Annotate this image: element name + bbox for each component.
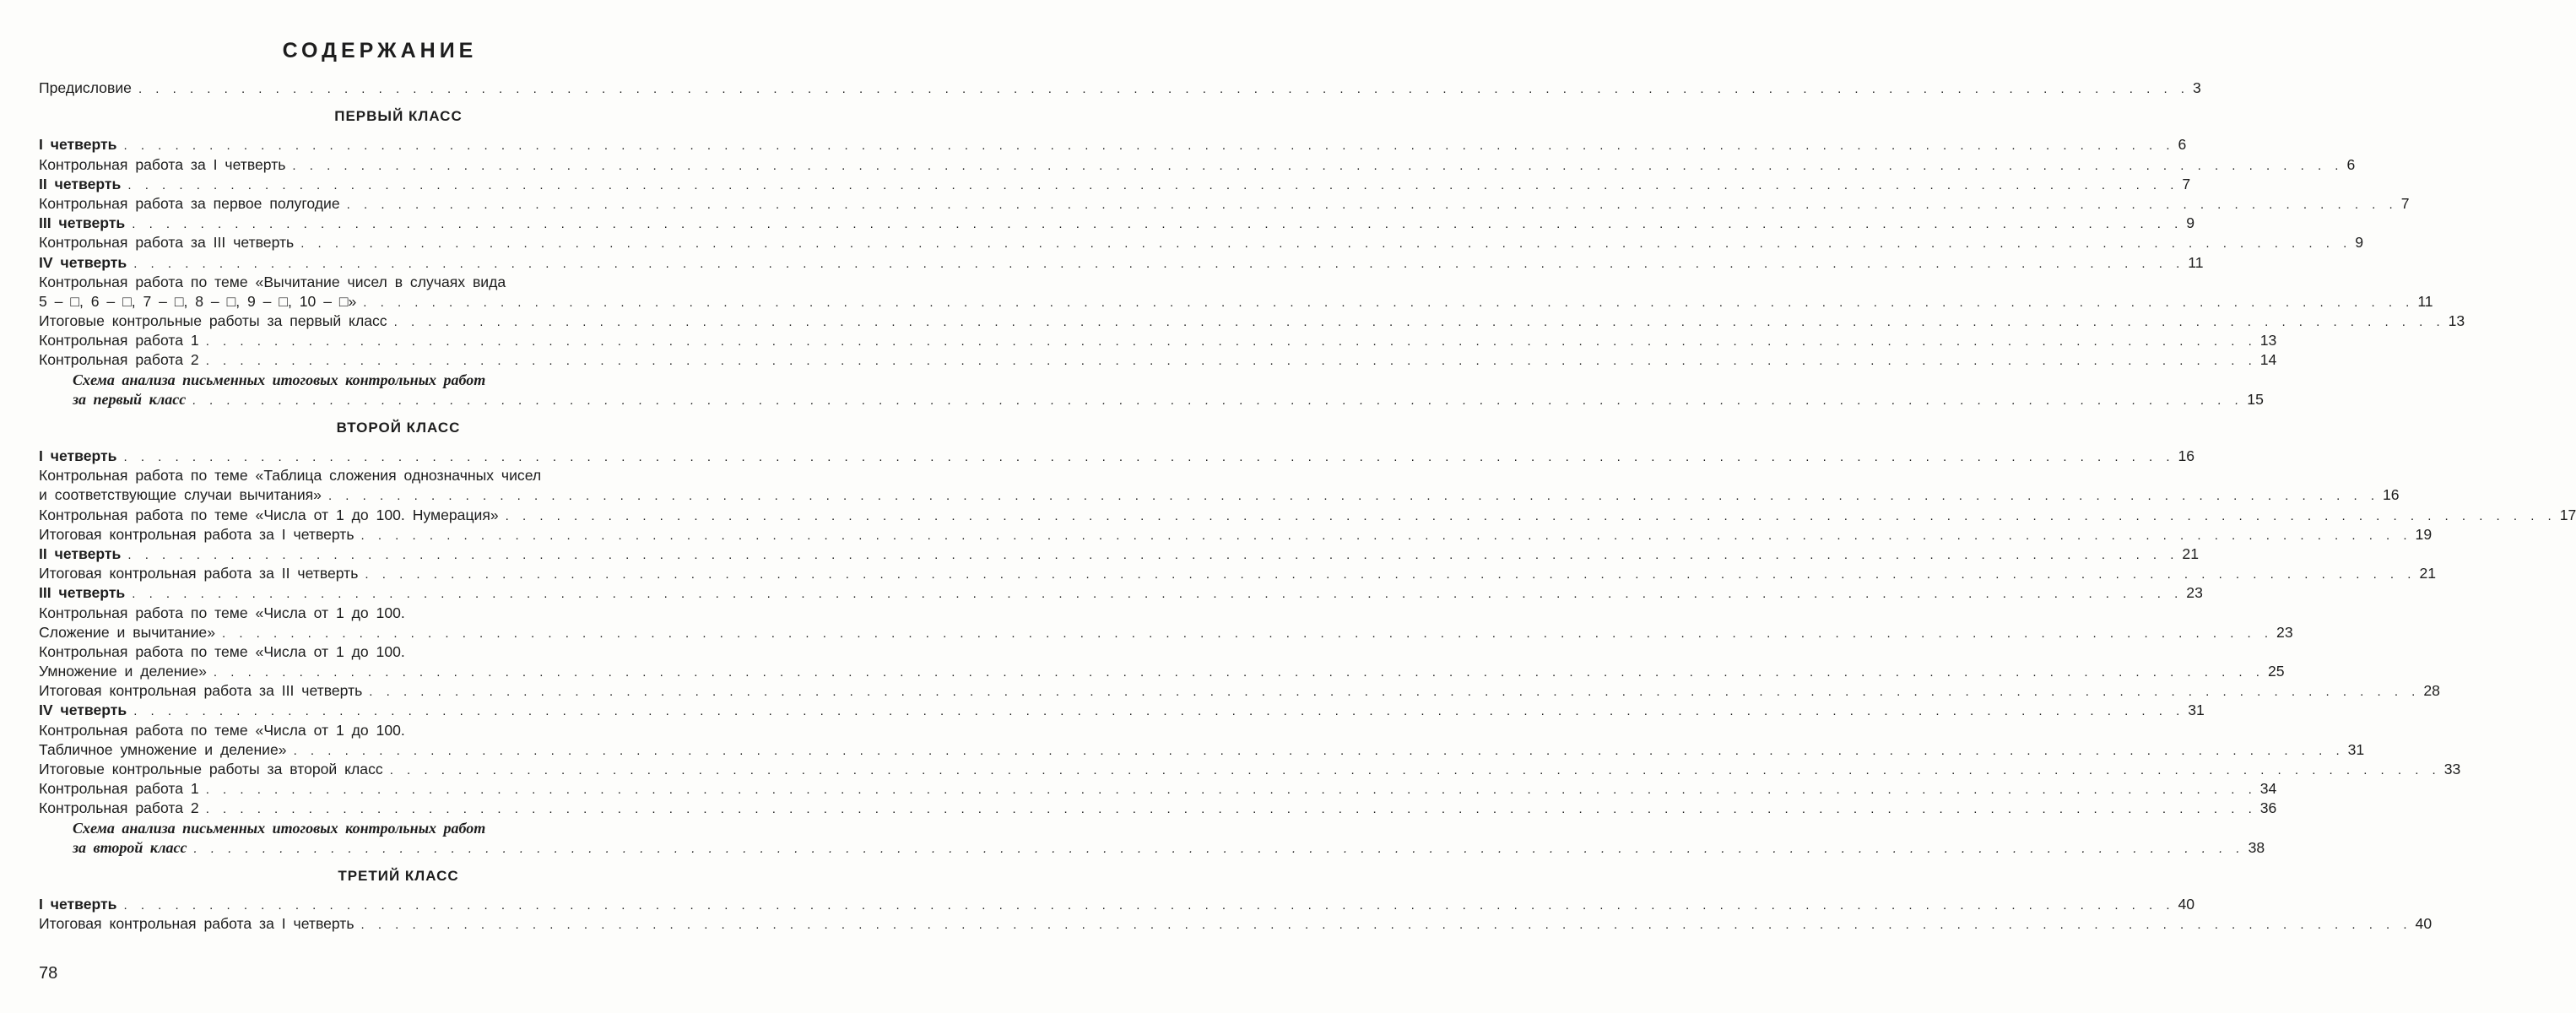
- toc-entry-title: Контрольная работа за I четверть: [39, 155, 286, 173]
- section-heading: ВТОРОЙ КЛАСС: [336, 419, 461, 436]
- toc-entry-title: IV четверть: [39, 702, 127, 719]
- toc-entry-page: 36: [2259, 799, 2277, 817]
- toc-entry-page: 19: [2415, 525, 2433, 543]
- toc-entry: [39, 662, 2285, 681]
- toc-entry: [39, 194, 2410, 214]
- toc-entry-page: 23: [2186, 584, 2203, 602]
- toc-entry-title: Контрольная работа по теме «Числа от 1 до 100.: [39, 721, 405, 739]
- toc-entry: [39, 505, 2576, 524]
- toc-entry-line: [39, 818, 724, 837]
- toc-entry-title: Итоговые контрольные работы за первый класс: [39, 312, 387, 330]
- toc-entry-page: 7: [2400, 194, 2410, 212]
- toc-entry-title: за второй класс: [73, 838, 187, 856]
- toc-entry-title: III четверть: [39, 584, 126, 602]
- toc-entry-page: 9: [2355, 234, 2364, 252]
- dot-leader: . . . . . . . . . . . . . . . . . . . . . . . . . . . . . . . . . . . . . . . . . . . . . . . . . . . . . . . . . . . . . . . . . . . . . . . . . . . . . . . . . . . . . . . . . . . . . . . . . . . . . . . . . . . . . . . . . . . . . . . .: [127, 177, 2178, 192]
- toc-entry: [39, 838, 2265, 858]
- toc-entry: [39, 760, 2461, 779]
- dot-leader: . . . . . . . . . . . . . . . . . . . . . . . . . . . . . . . . . . . . . . . . . . . . . . . . . . . . . . . . . . . . . . . . . . . . . . . . . . . . . . . . . . . . . . . . . . . . . . . . . . . . . . . . . . . . . . . . . . . . . . . .: [346, 197, 2396, 212]
- toc-entry-title: I четверть: [39, 895, 117, 913]
- toc-entry: [39, 311, 2465, 331]
- dot-leader: . . . . . . . . . . . . . . . . . . . . . . . . . . . . . . . . . . . . . . . . . . . . . . . . . . . . . . . . . . . . . . . . . . . . . . . . . . . . . . . . . . . . . . . . . . . . . . . . . . . . . . . . . . . . . . . . . . . . . . . .: [365, 567, 2415, 582]
- toc-entry-title: II четверть: [39, 175, 122, 192]
- toc-entry: [39, 390, 2264, 409]
- toc-entry-title: Итоговая контрольная работа за I четверть: [39, 915, 354, 933]
- toc-entry: [39, 623, 2293, 642]
- dot-leader: . . . . . . . . . . . . . . . . . . . . . . . . . . . . . . . . . . . . . . . . . . . . . . . . . . . . . . . . . . . . . . . . . . . . . . . . . . . . . . . . . . . . . . . . . . . . . . . . . . . . . . . . . . . . . . . . . . . . . . . .: [327, 489, 2378, 504]
- dot-leader: . . . . . . . . . . . . . . . . . . . . . . . . . . . . . . . . . . . . . . . . . . . . . . . . . . . . . . . . . . . . . . . . . . . . . . . . . . . . . . . . . . . . . . . . . . . . . . . . . . . . . . . . . . . . . . . . . . . . . . . .: [360, 918, 2411, 933]
- toc-entry: [39, 779, 2277, 799]
- toc-entry-page: 3: [2192, 79, 2201, 97]
- toc-entry-line: [39, 466, 724, 485]
- toc-entry: [39, 583, 2203, 603]
- toc-entry: [39, 681, 2440, 701]
- toc-entry-title: Контрольная работа 1: [39, 780, 199, 798]
- toc-entry: [39, 214, 2195, 233]
- toc-entry: [39, 233, 2364, 252]
- table-of-contents: [39, 79, 2576, 934]
- toc-entry-title: Табличное умножение и деление»: [39, 740, 287, 758]
- toc-entry: [39, 79, 2201, 98]
- dot-leader: . . . . . . . . . . . . . . . . . . . . . . . . . . . . . . . . . . . . . . . . . . . . . . . . . . . . . . . . . . . . . . . . . . . . . . . . . . . . . . . . . . . . . . . . . . . . . . . . . . . . . . . . . . . . . . . . . . . . . . . .: [292, 158, 2342, 173]
- toc-entry: [39, 701, 2205, 720]
- toc-entry-title: Итоговые контрольные работы за второй класс: [39, 761, 383, 777]
- dot-leader: . . . . . . . . . . . . . . . . . . . . . . . . . . . . . . . . . . . . . . . . . . . . . . . . . . . . . . . . . . . . . . . . . . . . . . . . . . . . . . . . . . . . . . . . . . . . . . . . . . . . . . . . . . . . . . . . . . . . . . . .: [505, 508, 2555, 523]
- toc-entry: [39, 447, 2195, 466]
- dot-leader: . . . . . . . . . . . . . . . . . . . . . . . . . . . . . . . . . . . . . . . . . . . . . . . . . . . . . . . . . . . . . . . . . . . . . . . . . . . . . . . . . . . . . . . . . . . . . . . . . . . . . . . . . . . . . . . . . . . . . . . .: [213, 665, 2263, 680]
- toc-entry-page: 16: [2383, 486, 2400, 504]
- toc-entry-page: 16: [2178, 447, 2195, 464]
- toc-entry-page: 13: [2259, 332, 2277, 349]
- toc-entry-title: I четверть: [39, 447, 117, 464]
- page-number: 78: [39, 964, 58, 983]
- dot-leader: . . . . . . . . . . . . . . . . . . . . . . . . . . . . . . . . . . . . . . . . . . . . . . . . . . . . . . . . . . . . . . . . . . . . . . . . . . . . . . . . . . . . . . . . . . . . . . . . . . . . . . . . . . . . . . . . . . . . . . . .: [193, 841, 2243, 856]
- page-title: СОДЕРЖАНИЕ: [282, 39, 478, 62]
- dot-leader: . . . . . . . . . . . . . . . . . . . . . . . . . . . . . . . . . . . . . . . . . . . . . . . . . . . . . . . . . . . . . . . . . . . . . . . . . . . . . . . . . . . . . . . . . . . . . . . . . . . . . . . . . . . . . . . . . . . . . . . .: [132, 217, 2182, 232]
- toc-entry: [39, 331, 2277, 350]
- toc-entry-title: III четверть: [39, 214, 126, 232]
- toc-entry-title: Схема анализа письменных итоговых контрольных работ: [73, 819, 486, 837]
- toc-entry-title: Итоговая контрольная работа за I четверть: [39, 525, 354, 543]
- toc-entry-title: Сложение и вычитание»: [39, 623, 215, 641]
- toc-entry-page: 7: [2182, 175, 2191, 192]
- dot-leader: . . . . . . . . . . . . . . . . . . . . . . . . . . . . . . . . . . . . . . . . . . . . . . . . . . . . . . . . . . . . . . . . . . . . . . . . . . . . . . . . . . . . . . . . . . . . . . . . . . . . . . . . . . . . . . . . . . . . . . . .: [123, 897, 2173, 913]
- dot-leader: . . . . . . . . . . . . . . . . . . . . . . . . . . . . . . . . . . . . . . . . . . . . . . . . . . . . . . . . . . . . . . . . . . . . . . . . . . . . . . . . . . . . . . . . . . . . . . . . . . . . . . . . . . . . . . . . . . . . . . . .: [132, 587, 2182, 602]
- toc-entry-title: Итоговая контрольная работа за II четверть: [39, 565, 359, 582]
- toc-entry-title: Контрольная работа за первое полугодие: [39, 194, 340, 212]
- toc-entry-title: Контрольная работа 2: [39, 351, 199, 369]
- toc-entry-title: Итоговая контрольная работа за III четверть: [39, 682, 363, 700]
- toc-entry-title: IV четверть: [39, 253, 127, 271]
- dot-leader: . . . . . . . . . . . . . . . . . . . . . . . . . . . . . . . . . . . . . . . . . . . . . . . . . . . . . . . . . . . . . . . . . . . . . . . . . . . . . . . . . . . . . . . . . . . . . . . . . . . . . . . . . . . . . . . . . . . . . . . .: [369, 685, 2419, 700]
- toc-entry-page: 28: [2423, 682, 2440, 700]
- section-heading: ПЕРВЫЙ КЛАСС: [334, 108, 463, 125]
- toc-entry-title: Контрольная работа за III четверть: [39, 234, 295, 252]
- dot-leader: . . . . . . . . . . . . . . . . . . . . . . . . . . . . . . . . . . . . . . . . . . . . . . . . . . . . . . . . . . . . . . . . . . . . . . . . . . . . . . . . . . . . . . . . . . . . . . . . . . . . . . . . . . . . . . . . . . . . . . . .: [123, 450, 2173, 464]
- toc-entry-title: Контрольная работа 2: [39, 799, 199, 817]
- dot-leader: . . . . . . . . . . . . . . . . . . . . . . . . . . . . . . . . . . . . . . . . . . . . . . . . . . . . . . . . . . . . . . . . . . . . . . . . . . . . . . . . . . . . . . . . . . . . . . . . . . . . . . . . . . . . . . . . . . . . . . . .: [205, 334, 2255, 349]
- dot-leader: . . . . . . . . . . . . . . . . . . . . . . . . . . . . . . . . . . . . . . . . . . . . . . . . . . . . . . . . . . . . . . . . . . . . . . . . . . . . . . . . . . . . . . . . . . . . . . . . . . . . . . . . . . . . . . . . . . . . . . . .: [138, 82, 2188, 97]
- toc-entry: [39, 292, 2433, 311]
- toc-entry-page: 9: [2186, 214, 2195, 232]
- toc-entry-title: II четверть: [39, 544, 122, 562]
- toc-entry-title: Контрольная работа 1: [39, 332, 199, 349]
- dot-leader: . . . . . . . . . . . . . . . . . . . . . . . . . . . . . . . . . . . . . . . . . . . . . . . . . . . . . . . . . . . . . . . . . . . . . . . . . . . . . . . . . . . . . . . . . . . . . . . . . . . . . . . . . . . . . . . . . . . . . . . .: [222, 626, 2272, 641]
- dot-leader: . . . . . . . . . . . . . . . . . . . . . . . . . . . . . . . . . . . . . . . . . . . . . . . . . . . . . . . . . . . . . . . . . . . . . . . . . . . . . . . . . . . . . . . . . . . . . . . . . . . . . . . . . . . . . . . . . . . . . . . .: [363, 295, 2413, 310]
- toc-entry-title: Контрольная работа по теме «Числа от 1 до 100.: [39, 604, 405, 621]
- toc-entry-page: 6: [2178, 136, 2187, 154]
- toc-entry-page: 15: [2247, 390, 2264, 408]
- dot-leader: . . . . . . . . . . . . . . . . . . . . . . . . . . . . . . . . . . . . . . . . . . . . . . . . . . . . . . . . . . . . . . . . . . . . . . . . . . . . . . . . . . . . . . . . . . . . . . . . . . . . . . . . . . . . . . . . . . . . . . . .: [360, 528, 2411, 543]
- section-heading: ТРЕТИЙ КЛАСС: [338, 867, 459, 884]
- dot-leader: . . . . . . . . . . . . . . . . . . . . . . . . . . . . . . . . . . . . . . . . . . . . . . . . . . . . . . . . . . . . . . . . . . . . . . . . . . . . . . . . . . . . . . . . . . . . . . . . . . . . . . . . . . . . . . . . . . . . . . . .: [389, 763, 2439, 777]
- toc-entry: [39, 544, 2199, 564]
- dot-leader: . . . . . . . . . . . . . . . . . . . . . . . . . . . . . . . . . . . . . . . . . . . . . . . . . . . . . . . . . . . . . . . . . . . . . . . . . . . . . . . . . . . . . . . . . . . . . . . . . . . . . . . . . . . . . . . . . . . . . . . .: [300, 236, 2351, 252]
- dot-leader: . . . . . . . . . . . . . . . . . . . . . . . . . . . . . . . . . . . . . . . . . . . . . . . . . . . . . . . . . . . . . . . . . . . . . . . . . . . . . . . . . . . . . . . . . . . . . . . . . . . . . . . . . . . . . . . . . . . . . . . .: [205, 802, 2255, 817]
- dot-leader: . . . . . . . . . . . . . . . . . . . . . . . . . . . . . . . . . . . . . . . . . . . . . . . . . . . . . . . . . . . . . . . . . . . . . . . . . . . . . . . . . . . . . . . . . . . . . . . . . . . . . . . . . . . . . . . . . . . . . . . .: [133, 704, 2184, 719]
- dot-leader: . . . . . . . . . . . . . . . . . . . . . . . . . . . . . . . . . . . . . . . . . . . . . . . . . . . . . . . . . . . . . . . . . . . . . . . . . . . . . . . . . . . . . . . . . . . . . . . . . . . . . . . . . . . . . . . . . . . . . . . .: [393, 315, 2443, 330]
- toc-entry-title: Предисловие: [39, 79, 132, 97]
- toc-entry-page: 40: [2415, 915, 2433, 933]
- toc-entry-page: 11: [2188, 253, 2204, 271]
- toc-entry: [39, 564, 2437, 583]
- toc-entry-line: [39, 273, 724, 292]
- toc-entry: [39, 525, 2433, 544]
- toc-entry: [39, 135, 2187, 154]
- toc-entry: [39, 895, 2195, 914]
- toc-entry-line: [39, 370, 724, 389]
- toc-entry-page: 33: [2443, 761, 2461, 777]
- dot-leader: . . . . . . . . . . . . . . . . . . . . . . . . . . . . . . . . . . . . . . . . . . . . . . . . . . . . . . . . . . . . . . . . . . . . . . . . . . . . . . . . . . . . . . . . . . . . . . . . . . . . . . . . . . . . . . . . . . . . . . . .: [192, 393, 2243, 408]
- toc-entry-line: [39, 642, 724, 662]
- dot-leader: . . . . . . . . . . . . . . . . . . . . . . . . . . . . . . . . . . . . . . . . . . . . . . . . . . . . . . . . . . . . . . . . . . . . . . . . . . . . . . . . . . . . . . . . . . . . . . . . . . . . . . . . . . . . . . . . . . . . . . . .: [293, 743, 2343, 758]
- toc-entry-title: I четверть: [39, 136, 117, 154]
- toc-entry: [39, 175, 2191, 194]
- toc-entry-title: Контрольная работа по теме «Вычитание чисел в случаях вида: [39, 273, 506, 290]
- toc-entry-page: 31: [2188, 702, 2205, 719]
- toc-entry: [39, 252, 2204, 272]
- toc-entry-page: 17: [2559, 506, 2576, 523]
- toc-entry-title: Контрольная работа по теме «Числа от 1 до 100.: [39, 642, 405, 660]
- toc-entry: [39, 740, 2365, 760]
- dot-leader: . . . . . . . . . . . . . . . . . . . . . . . . . . . . . . . . . . . . . . . . . . . . . . . . . . . . . . . . . . . . . . . . . . . . . . . . . . . . . . . . . . . . . . . . . . . . . . . . . . . . . . . . . . . . . . . . . . . . . . . .: [205, 783, 2255, 798]
- toc-entry-page: 11: [2417, 292, 2433, 310]
- toc-entry-page: 23: [2276, 623, 2293, 641]
- dot-leader: . . . . . . . . . . . . . . . . . . . . . . . . . . . . . . . . . . . . . . . . . . . . . . . . . . . . . . . . . . . . . . . . . . . . . . . . . . . . . . . . . . . . . . . . . . . . . . . . . . . . . . . . . . . . . . . . . . . . . . . .: [133, 256, 2184, 271]
- toc-entry-title: Контрольная работа по теме «Числа от 1 до 100. Нумерация»: [39, 506, 499, 523]
- toc-entry-page: 31: [2347, 740, 2365, 758]
- toc-entry-title: и соответствующие случаи вычитания»: [39, 486, 322, 504]
- toc-entry-page: 13: [2448, 312, 2465, 330]
- dot-leader: . . . . . . . . . . . . . . . . . . . . . . . . . . . . . . . . . . . . . . . . . . . . . . . . . . . . . . . . . . . . . . . . . . . . . . . . . . . . . . . . . . . . . . . . . . . . . . . . . . . . . . . . . . . . . . . . . . . . . . . .: [123, 138, 2173, 154]
- toc-entry: [39, 914, 2433, 934]
- toc-entry-title: Контрольная работа по теме «Таблица сложения однозначных чисел: [39, 467, 542, 485]
- toc-entry-page: 21: [2419, 565, 2437, 582]
- toc-entry: [39, 485, 2400, 505]
- toc-entry-line: [39, 603, 724, 622]
- toc-entry-line: [39, 720, 724, 739]
- dot-leader: . . . . . . . . . . . . . . . . . . . . . . . . . . . . . . . . . . . . . . . . . . . . . . . . . . . . . . . . . . . . . . . . . . . . . . . . . . . . . . . . . . . . . . . . . . . . . . . . . . . . . . . . . . . . . . . . . . . . . . . .: [127, 547, 2178, 562]
- toc-entry: [39, 799, 2277, 818]
- toc-entry-page: 6: [2346, 155, 2356, 173]
- toc-entry-title: 5 – □, 6 – □, 7 – □, 8 – □, 9 – □, 10 – □»: [39, 292, 357, 310]
- toc-entry-page: 34: [2259, 780, 2277, 798]
- toc-entry-page: 25: [2267, 663, 2285, 680]
- toc-entry-page: 21: [2182, 544, 2199, 562]
- toc-entry-page: 40: [2178, 895, 2195, 913]
- toc-entry-title: Умножение и деление»: [39, 663, 207, 680]
- toc-entry: [39, 350, 2277, 370]
- toc-entry-page: 38: [2248, 838, 2265, 856]
- toc-entry: [39, 154, 2356, 174]
- toc-entry-title: за первый класс: [73, 390, 187, 408]
- toc-entry-page: 14: [2259, 351, 2277, 369]
- toc-entry-title: Схема анализа письменных итоговых контрольных работ: [73, 371, 486, 388]
- dot-leader: . . . . . . . . . . . . . . . . . . . . . . . . . . . . . . . . . . . . . . . . . . . . . . . . . . . . . . . . . . . . . . . . . . . . . . . . . . . . . . . . . . . . . . . . . . . . . . . . . . . . . . . . . . . . . . . . . . . . . . . .: [205, 354, 2255, 369]
